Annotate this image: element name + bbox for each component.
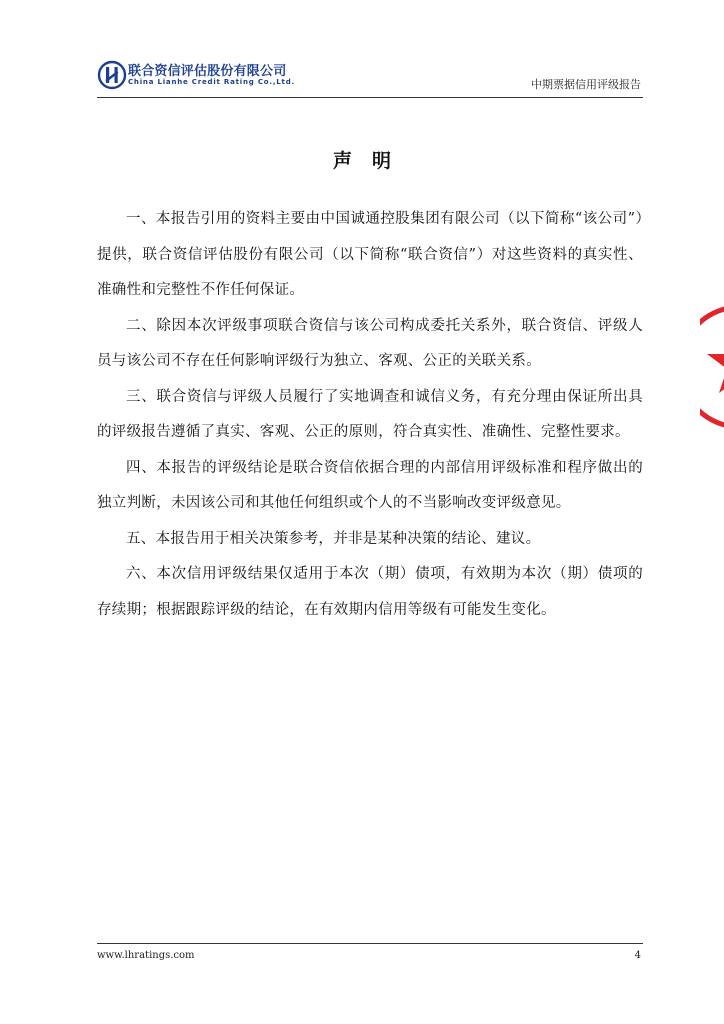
statement-paragraph-2: 二、除因本次评级事项联合资信与该公司构成委托关系外，联合资信、评级人员与该公司不存在任何影响评级行为独立、客观、公正的关联关系。	[97, 317, 643, 369]
statement-paragraph-6: 六、本次信用评级结果仅适用于本次（期）债项，有效期为本次（期）债项的存续期；根据跟踪评级的结论，在有效期内信用等级有可能发生变化。	[97, 566, 643, 618]
header-divider	[97, 97, 643, 98]
statement-paragraph-5: 五、本报告用于相关决策参考，并非是某种决策的结论、建议。	[126, 530, 541, 547]
report-type: 中期票据信用评级报告	[531, 78, 641, 91]
company-name-en: China Lianhe Credit Rating Co.,Ltd.	[128, 78, 295, 86]
statement-paragraph-1: 一、本报告引用的资料主要由中国诚通控股集团有限公司（以下简称“该公司”）提供，联合资信评估股份有限公司（以下简称“联合资信”）对这些资料的真实性、准确性和完整性不作任何保证。	[97, 211, 643, 298]
lianhe-logo-icon	[97, 60, 127, 90]
footer-website: www.lhratings.com	[97, 950, 195, 961]
statement-paragraph-3: 三、联合资信与评级人员履行了实地调查和诚信义务，有充分理由保证所出具的评级报告遵循了真实、客观、公正的原则，符合真实性、准确性、完整性要求。	[97, 388, 643, 440]
company-name-cn: 联合资信评估股份有限公司	[128, 64, 287, 79]
footer-divider	[97, 943, 643, 944]
page-header	[97, 58, 643, 96]
seal-stamp-icon	[700, 292, 724, 442]
statement-body	[97, 202, 643, 628]
page-number: 4	[634, 950, 641, 961]
page-title: 声明	[332, 150, 411, 172]
statement-paragraph-4: 四、本报告的评级结论是联合资信依据合理的内部信用评级标准和程序做出的独立判断，未因该公司和其他任何组织或个人的不当影响改变评级意见。	[97, 459, 643, 511]
